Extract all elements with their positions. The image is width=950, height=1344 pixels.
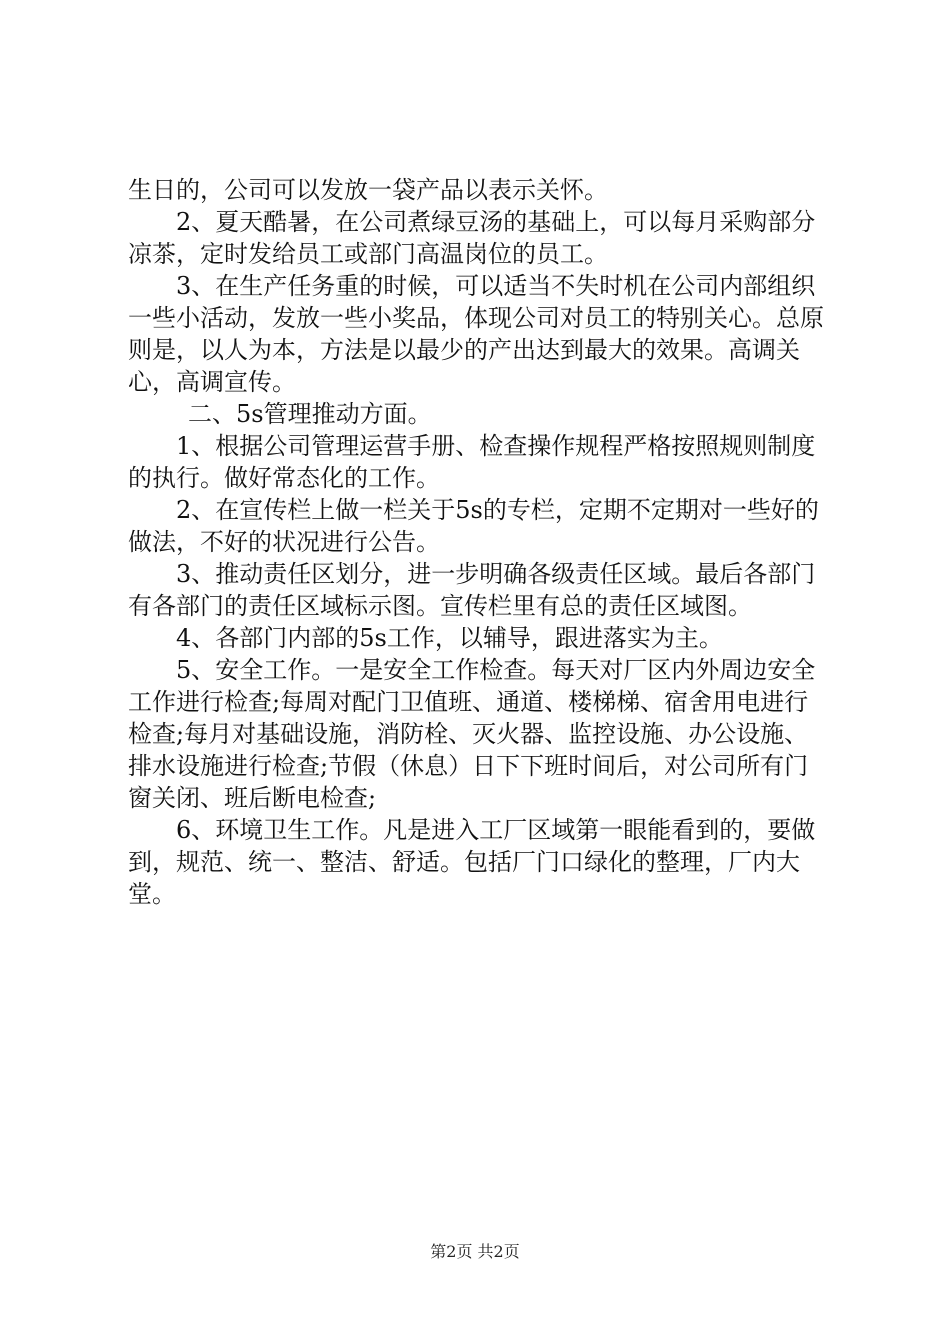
document-body xyxy=(128,174,828,910)
paragraph-item-safety: 5、安全工作。一是安全工作检查。每天对厂区内外周边安全工作进行检查;每周对配门卫值班、通道、楼梯梯、宿舍用电进行检查;每月对基础设施，消防栓、灭火器、监控设施、办公设施、排水设施进行检查;节假（休息）日下下班时间后，对公司所有门窗关闭、班后断电检查; xyxy=(128,656,816,812)
paragraph-item-responsibility: 3、推动责任区划分，进一步明确各级责任区域。最后各部门有各部门的责任区域标示图。宣传栏里有总的责任区域图。 xyxy=(128,560,816,620)
paragraph-item-summer-tea: 2、夏天酷暑，在公司煮绿豆汤的基础上，可以每月采购部分凉茶，定时发给员工或部门高温岗位的员工。 xyxy=(128,208,816,268)
paragraph-item-activities: 3、在生产任务重的时候，可以适当不失时机在公司内部组织一些小活动，发放一些小奖品，体现公司对员工的特别关心。总原则是，以人为本，方法是以最少的产出达到最大的效果。高调关心，高调宣传。 xyxy=(128,272,824,396)
paragraph-item-department-5s: 4、各部门内部的5s工作，以辅导，跟进落实为主。 xyxy=(176,624,723,652)
paragraph-continuation: 生日的，公司可以发放一袋产品以表示关怀。 xyxy=(128,176,608,204)
page-number-label: 第2页 共2页 xyxy=(430,1242,520,1261)
page-footer xyxy=(0,1242,950,1262)
paragraph-item-hygiene: 6、环境卫生工作。凡是进入工厂区域第一眼能看到的，要做到，规范、统一、整洁、舒适。包括厂门口绿化的整理，厂内大堂。 xyxy=(128,816,816,908)
paragraph-item-manual: 1、根据公司管理运营手册、检查操作规程严格按照规则制度的执行。做好常态化的工作。 xyxy=(128,432,816,492)
paragraph-item-bulletin: 2、在宣传栏上做一栏关于5s的专栏，定期不定期对一些好的做法，不好的状况进行公告。 xyxy=(128,496,819,556)
section-heading-5s: 二、5s管理推动方面。 xyxy=(188,400,432,428)
